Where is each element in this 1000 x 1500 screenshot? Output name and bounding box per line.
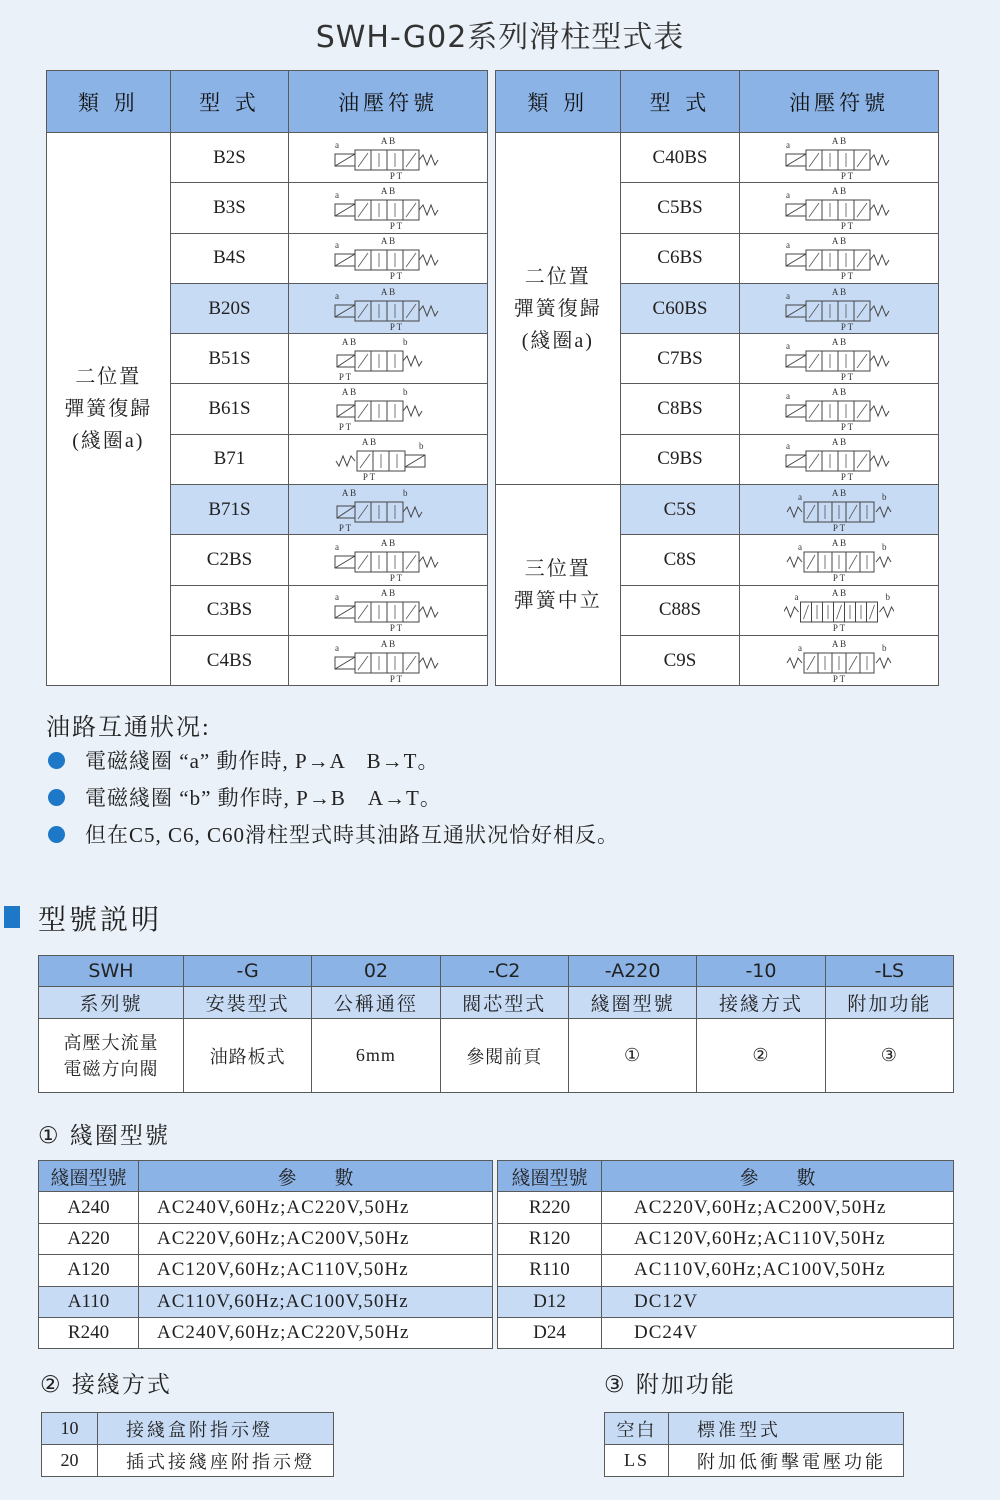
spool-model: C2BS [170,535,289,585]
symbol-port-label: a [798,491,803,502]
hydraulic-symbol-icon [333,637,443,685]
symbol-port-label: b [403,336,408,347]
coil-params: AC120V,60Hz;AC110V,50Hz [602,1223,954,1254]
solenoid-icon [405,455,425,467]
spool-row [496,485,939,535]
symbol-port-label: P T [841,371,854,382]
symbol-port-label: A B [832,135,847,146]
wiring-desc: 接綫盒附指示燈 [98,1413,334,1445]
coil-model: A110 [39,1286,139,1317]
coil-params: AC220V,60Hz;AC200V,50Hz [139,1223,493,1254]
symbol-port-label: a [335,642,340,653]
model-label-cell: 公稱通徑 [312,987,440,1019]
spring-icon [880,607,895,617]
spool-table-left [46,70,488,686]
addon-section-title: ③ 附加功能 [604,1372,736,1398]
symbol-port-label: P T [339,371,352,382]
category-cell [496,133,621,485]
hydraulic-symbol-icon [333,486,443,534]
spring-icon [403,406,422,416]
spring-icon [876,557,891,567]
coil-row [39,1286,493,1317]
spring-icon [403,507,422,517]
hydraulic-symbol-icon [333,335,443,383]
symbol-port-label: a [798,542,803,553]
spring-icon [419,557,438,567]
category-line: 三位置 [524,558,591,581]
spring-icon [419,155,438,165]
coil-row [498,1223,954,1254]
spool-symbol-cell [289,384,488,434]
symbol-port-label: A B [381,185,396,196]
addon-code: LS [605,1445,669,1477]
spool-symbol-cell [289,334,488,384]
solenoid-icon [786,355,806,367]
hydraulic-symbol-icon [333,536,443,584]
note-text: 電磁綫圈 “a” 動作時, P→A B→T。 [85,749,440,773]
coil-header-model: 綫圈型號 [39,1161,139,1192]
spool-model: B71S [170,485,289,535]
category-line: 彈簧復歸 [64,398,153,421]
model-label-cell: 安裝型式 [183,987,311,1019]
coil-row [498,1317,954,1348]
symbol-port-label: a [335,542,340,553]
symbol-port-label: a [786,290,791,301]
model-code-cell: -10 [697,956,825,987]
spool-model: C8BS [620,384,740,434]
spool-symbol-cell [289,434,488,484]
spool-model: C6BS [620,233,740,283]
spool-model: B61S [170,384,289,434]
coil-model: D24 [498,1317,602,1348]
spring-icon [787,557,802,567]
coil-row [498,1255,954,1286]
symbol-port-label: A B [362,437,377,448]
coil-row [39,1255,493,1286]
model-code-cell: SWH [39,956,184,987]
symbol-port-label: A B [832,538,847,549]
coil-model: A120 [39,1255,139,1286]
addon-desc: 附加低衝擊電壓功能 [669,1445,904,1477]
symbol-port-label: P T [390,573,403,584]
hydraulic-symbol-icon [784,285,894,333]
spool-model: C9BS [620,434,740,484]
spring-icon [870,356,889,366]
coil-model: A240 [39,1192,139,1223]
coil-params: DC12V [602,1286,954,1317]
model-label-cell: 系列號 [39,987,184,1019]
spring-icon [419,255,438,265]
spool-symbol-cell [740,233,939,283]
coil-model: R220 [498,1192,602,1223]
bullet-icon [48,789,65,806]
coil-table-left [38,1160,493,1349]
symbol-port-label: b [885,592,891,603]
section-title-model: 型號説明 [38,903,163,936]
spool-model: C7BS [620,334,740,384]
symbol-port-label: P T [390,271,403,282]
wiring-code: 10 [42,1413,98,1445]
symbol-port-label: A B [381,236,396,247]
spool-model: C40BS [620,133,740,183]
symbol-port-label: A B [832,387,847,398]
hydraulic-symbol-icon [333,385,443,433]
spool-symbol-cell [740,535,939,585]
coil-params: AC120V,60Hz;AC110V,50Hz [139,1255,493,1286]
addon-code: 空白 [605,1413,669,1445]
addon-row [605,1445,904,1477]
symbol-port-label: A B [342,336,357,347]
model-code-cell: -C2 [440,956,568,987]
coil-params: AC110V,60Hz;AC100V,50Hz [139,1286,493,1317]
symbol-port-label: P T [390,220,403,231]
header-category: 類 別 [496,71,621,133]
solenoid-icon [335,254,355,266]
hydraulic-symbol-icon [784,486,894,534]
spring-icon [419,658,438,668]
spring-icon [870,205,889,215]
note-item [48,745,439,775]
spool-symbol-cell [289,283,488,333]
symbol-port-label: A B [832,638,847,649]
solenoid-icon [335,204,355,216]
solenoid-icon [335,556,355,568]
hydraulic-symbol-icon [333,285,443,333]
header-symbol: 油壓符號 [740,71,939,133]
category-line: (綫圈a) [72,430,145,453]
note-text: 電磁綫圈 “b” 動作時, P→B A→T。 [85,786,442,810]
header-symbol: 油壓符號 [289,71,488,133]
wiring-row [42,1445,334,1477]
symbol-port-label: P T [833,623,846,634]
wiring-table [41,1412,334,1477]
model-label-cell: 閥芯型式 [440,987,568,1019]
symbol-port-label: P T [339,522,352,533]
solenoid-icon [786,154,806,166]
solenoid-icon [337,355,355,367]
hydraulic-symbol-icon [333,586,443,634]
note-item [48,782,442,812]
symbol-port-label: A B [832,487,847,498]
model-code-cell: -A220 [568,956,696,987]
symbol-port-label: b [419,441,424,452]
wiring-row [42,1413,334,1445]
coil-table-right [497,1160,954,1349]
spool-symbol-cell [289,585,488,635]
symbol-port-label: P T [841,472,854,483]
spool-model: B20S [170,283,289,333]
symbol-port-label: a [798,642,803,653]
symbol-port-label: A B [381,286,396,297]
spring-icon [876,507,891,517]
solenoid-icon [335,154,355,166]
hydraulic-symbol-icon [784,385,894,433]
symbol-port-label: A B [381,588,396,599]
spool-symbol-cell [740,133,939,183]
addon-desc: 標准型式 [669,1413,904,1445]
wiring-code: 20 [42,1445,98,1477]
spool-model: C8S [620,535,740,585]
solenoid-icon [786,254,806,266]
symbol-port-label: a [786,189,791,200]
spool-symbol-cell [289,535,488,585]
coil-row [39,1223,493,1254]
coil-params: AC240V,60Hz;AC220V,50Hz [139,1192,493,1223]
coil-row [39,1192,493,1223]
model-code-cell: -G [183,956,311,987]
spool-row [496,133,939,183]
category-line: 二位置 [75,366,142,389]
spring-icon [336,456,355,466]
spool-model: B4S [170,233,289,283]
symbol-port-label: A B [832,588,847,599]
header-category: 類 別 [47,71,171,133]
hydraulic-symbol-icon [784,134,894,182]
model-value-cell: ② [697,1019,825,1093]
spool-symbol-cell [289,233,488,283]
wiring-section-title: ② 接綫方式 [40,1372,172,1398]
spool-symbol-cell [740,434,939,484]
spool-symbol-cell [740,585,939,635]
model-value-cell: 高壓大流量 電磁方向閥 [39,1019,184,1093]
symbol-port-label: b [403,387,408,398]
model-code-cell: -LS [825,956,953,987]
spring-icon [784,607,799,617]
hydraulic-symbol-icon [333,234,443,282]
spool-symbol-cell [740,384,939,434]
spool-symbol-cell [289,183,488,233]
symbol-port-label: P T [833,673,846,684]
solenoid-icon [337,405,355,417]
solenoid-icon [786,305,806,317]
symbol-port-label: a [335,592,340,603]
model-value-cell: 參閱前頁 [440,1019,568,1093]
solenoid-icon [786,204,806,216]
model-value-cell: 油路板式 [183,1019,311,1093]
model-label-cell: 附加功能 [825,987,953,1019]
spool-model: C60BS [620,283,740,333]
coil-header-params: 參 數 [139,1161,493,1192]
symbol-port-label: a [786,441,791,452]
hydraulic-symbol-icon [784,335,894,383]
symbol-port-label: A B [832,236,847,247]
symbol-port-label: A B [381,538,396,549]
model-label-cell: 綫圈型號 [568,987,696,1019]
hydraulic-symbol-icon [784,637,894,685]
solenoid-icon [335,305,355,317]
spool-model: C5BS [620,183,740,233]
hydraulic-symbol-icon [333,184,443,232]
spool-model: B2S [170,133,289,183]
category-cell [47,133,171,686]
spool-model: C9S [620,635,740,685]
symbol-port-label: P T [841,170,854,181]
hydraulic-symbol-icon [333,134,443,182]
symbol-port-label: P T [390,623,403,634]
hydraulic-symbol-icon [784,536,894,584]
model-value-cell: ③ [825,1019,953,1093]
spool-symbol-cell [289,485,488,535]
symbol-port-label: a [335,240,340,251]
symbol-port-label: A B [832,185,847,196]
spring-icon [419,205,438,215]
symbol-port-label: P T [841,321,854,332]
coil-model: R110 [498,1255,602,1286]
category-line: (綫圈a) [521,329,594,352]
category-cell [496,485,621,686]
symbol-port-label: P T [833,522,846,533]
symbol-port-label: A B [832,336,847,347]
spring-icon [876,658,891,668]
solenoid-icon [337,506,355,518]
addon-row [605,1413,904,1445]
spring-icon [419,607,438,617]
symbol-port-label: a [786,340,791,351]
solenoid-icon [786,405,806,417]
solenoid-icon [335,606,355,618]
symbol-port-label: a [335,139,340,150]
category-line: 彈簧中立 [513,590,602,613]
coil-model: D12 [498,1286,602,1317]
symbol-port-label: P T [841,271,854,282]
symbol-port-label: P T [390,170,403,181]
header-model: 型 式 [620,71,740,133]
spool-symbol-cell [740,283,939,333]
spool-model: B3S [170,183,289,233]
coil-row [39,1317,493,1348]
coil-params: AC110V,60Hz;AC100V,50Hz [602,1255,954,1286]
model-code-cell: 02 [312,956,440,987]
spring-icon [787,658,802,668]
spring-icon [870,255,889,265]
symbol-port-label: b [403,487,408,498]
spring-icon [870,306,889,316]
spool-table-right [495,70,939,686]
coil-model: R120 [498,1223,602,1254]
hydraulic-symbol-icon [784,586,894,634]
category-line: 二位置 [524,265,591,288]
category-line: 彈簧復歸 [513,297,602,320]
spring-icon [870,155,889,165]
spool-row [47,133,488,183]
spool-model: C3BS [170,585,289,635]
symbol-port-label: a [335,189,340,200]
coil-section-title: ① 綫圈型號 [38,1123,170,1149]
coil-params: AC220V,60Hz;AC200V,50Hz [602,1192,954,1223]
solenoid-icon [335,657,355,669]
symbol-port-label: P T [841,220,854,231]
spool-model: C88S [620,585,740,635]
symbol-port-label: P T [363,472,376,483]
spring-icon [787,507,802,517]
spool-symbol-cell [740,485,939,535]
symbol-port-label: P T [841,422,854,433]
coil-header-model: 綫圈型號 [498,1161,602,1192]
note-item [48,819,619,849]
symbol-port-label: P T [390,321,403,332]
symbol-port-label: A B [381,638,396,649]
symbol-port-label: b [882,491,887,502]
coil-header-params: 參 數 [602,1161,954,1192]
coil-row [498,1192,954,1223]
symbol-port-label: b [882,642,887,653]
notes-title: 油路互通狀况: [46,715,211,741]
page-title: SWH-G02系列滑柱型式表 [315,20,685,55]
spring-icon [419,306,438,316]
coil-params: AC240V,60Hz;AC220V,50Hz [139,1317,493,1348]
model-value-cell: 6mm [312,1019,440,1093]
spring-icon [870,456,889,466]
spool-model: B51S [170,334,289,384]
symbol-port-label: A B [342,387,357,398]
model-label-cell: 接綫方式 [697,987,825,1019]
symbol-port-label: P T [339,422,352,433]
hydraulic-symbol-icon [784,184,894,232]
spool-symbol-cell [740,183,939,233]
symbol-port-label: a [786,391,791,402]
section-marker-icon [4,906,20,928]
hydraulic-symbol-icon [784,234,894,282]
wiring-desc: 插式接綫座附指示燈 [98,1445,334,1477]
symbol-port-label: b [882,542,887,553]
note-text: 但在C5, C6, C60滑柱型式時其油路互通狀况恰好相反。 [85,823,620,847]
symbol-port-label: P T [833,573,846,584]
spool-symbol-cell [289,635,488,685]
symbol-port-label: a [786,240,791,251]
symbol-port-label: a [335,290,340,301]
symbol-port-label: A B [832,286,847,297]
bullet-icon [48,752,65,769]
spool-model: C5S [620,485,740,535]
spool-model: B71 [170,434,289,484]
symbol-port-label: a [786,139,791,150]
header-model: 型 式 [170,71,289,133]
symbol-port-label: a [794,592,799,603]
coil-params: DC24V [602,1317,954,1348]
symbol-port-label: A B [342,487,357,498]
spool-symbol-cell [740,635,939,685]
hydraulic-symbol-icon [333,435,443,483]
spool-symbol-cell [740,334,939,384]
coil-model: A220 [39,1223,139,1254]
symbol-port-label: A B [832,437,847,448]
addon-table [604,1412,904,1477]
model-code-table [38,955,954,1093]
coil-row [498,1286,954,1317]
hydraulic-symbol-icon [784,435,894,483]
solenoid-icon [786,455,806,467]
spring-icon [403,356,422,366]
spring-icon [870,406,889,416]
spool-symbol-cell [289,133,488,183]
symbol-port-label: P T [390,673,403,684]
coil-model: R240 [39,1317,139,1348]
bullet-icon [48,826,65,843]
symbol-port-label: A B [381,135,396,146]
model-value-cell: ① [568,1019,696,1093]
spool-model: C4BS [170,635,289,685]
